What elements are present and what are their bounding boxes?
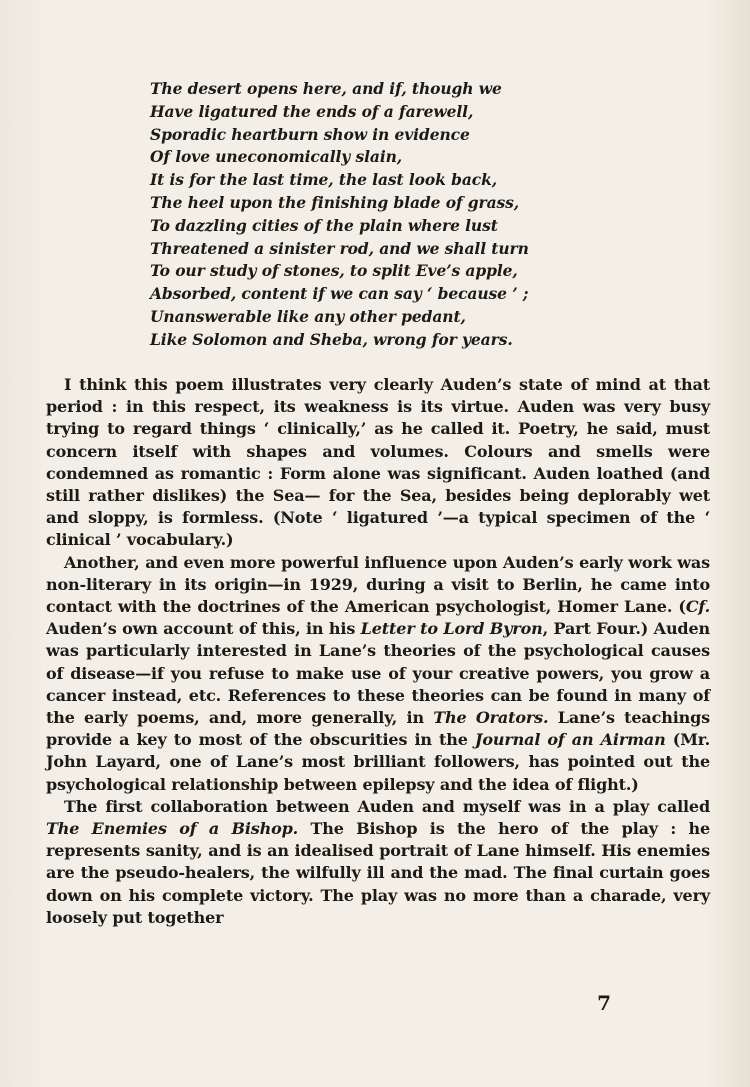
title-the-orators: The Orators. [433, 708, 549, 728]
paragraph-text: (Mr. John Layard, one of Lane’s most brilliant followers, has pointed out the psychological relationship between epilepsy and the idea of flight.) [46, 730, 710, 794]
title-journal-of-an-airman: Journal of an Airman [474, 730, 666, 750]
paragraph-text: The first collaboration between Auden and myself was in a play called [64, 796, 710, 816]
paragraph-text: I think this poem illustrates very clearly Auden’s state of mind at that period : in this respect, its weakness is its virtue. Auden was very busy trying to regard things ‘ clinically,’ as he called it. Poetry, he said, must concern itself with shapes and volumes. Colours and smells were condemned as romantic : Form alone was significant. Auden loathed (and still rather dislikes) the Sea— for the Sea, besides being deplorably wet and sloppy, is formless. (Note ‘ ligatured ’—a typical specimen of the ‘ clinical ’ vocabulary.) [46, 375, 710, 550]
paragraph-text: Auden’s own account of this, in his [46, 619, 361, 639]
poem-line: Of love uneconomically slain, [150, 147, 403, 167]
title-letter-to-lord-byron: Letter to Lord Byron [360, 619, 543, 639]
poem-line: To dazzling cities of the plain where lust [150, 215, 498, 235]
poem-line: The desert opens here, and if, though we [150, 79, 502, 98]
paragraph-homer-lane [46, 552, 710, 796]
poem-line: Unanswerable like any other pedant, [150, 306, 466, 326]
page-number: 7 [597, 991, 611, 1015]
paragraph-text: Another, and even more powerful influence upon Auden’s early work was non-literary in its origin—in 1929, during a visit to Berlin, he came into contact with the doctrines of the American psychologist, Homer Lane. ( [46, 552, 710, 617]
poem-line: Threatened a sinister rod, and we shall turn [150, 238, 529, 258]
poem-line: To our study of stones, to split Eve’s apple, [150, 261, 518, 281]
title-enemies-of-a-bishop: The Enemies of a Bishop. [46, 819, 299, 839]
poem-line: Sporadic heartburn show in evidence [150, 124, 470, 144]
paragraph-poem-commentary [46, 374, 710, 552]
poem-line: It is for the last time, the last look back, [150, 170, 498, 190]
poem-line: Absorbed, content if we can say ‘ because ’ ; [150, 284, 529, 304]
paragraph-first-collaboration [46, 796, 710, 929]
paragraph-text: , Part Four.) Auden was particularly interested in Lane’s theories of the psychological causes of disease—if you refuse to make use of your creative powers, you grow a cancer instead, etc. References to these theories can be found in many of the early poems, and, more generally, in [46, 619, 710, 728]
poem-stanza [150, 78, 570, 352]
body-text [46, 374, 710, 929]
paragraph-text: The Bishop is the hero of the play : he represents sanity, and is an idealised portrait of Lane himself. His enemies are the pseudo-healers, the wilfully ill and the mad. The final curtain goes down on his complete victory. The play was no more than a charade, very loosely put together [46, 819, 710, 927]
poem-line: The heel upon the finishing blade of grass, [150, 192, 520, 212]
italic-cf: Cf. [685, 597, 710, 617]
poem-line: Like Solomon and Sheba, wrong for years. [150, 329, 513, 349]
poem-line: Have ligatured the ends of a farewell, [150, 101, 474, 121]
paragraph-text: Lane’s teachings provide a key to most of the obscurities in the [46, 708, 711, 750]
